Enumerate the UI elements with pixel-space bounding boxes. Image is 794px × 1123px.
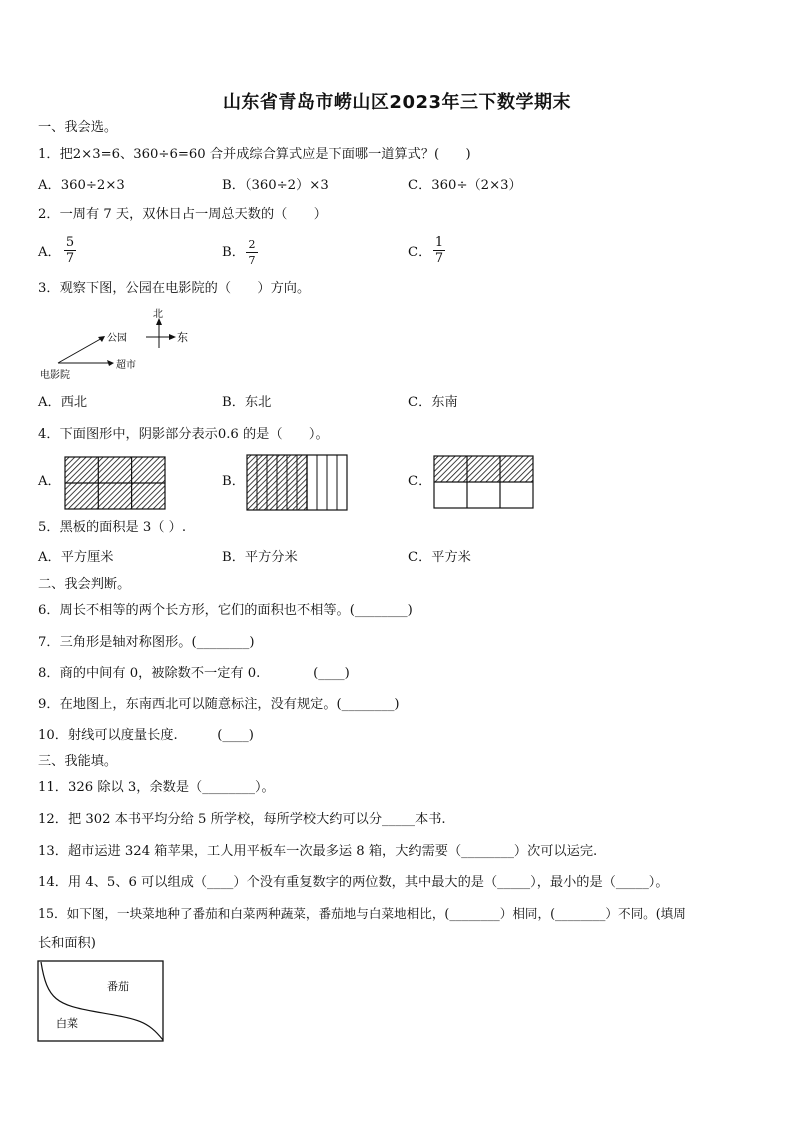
east-arrow-icon — [169, 334, 176, 340]
q5-option-b[interactable]: B．平方分米 — [222, 550, 298, 565]
question-14: 14．用 4、5、6 可以组成（____）个没有重复数字的两位数，其中最大的是（_____），最小的是（_____）。 — [38, 875, 669, 890]
tomato-label: 番茄 — [107, 980, 129, 993]
section-1-heading: 一、我会选。 — [38, 120, 118, 135]
section-3-heading: 三、我能填。 — [38, 754, 118, 769]
figure-c-shaded-area — [434, 456, 533, 482]
park-arrow-icon — [98, 336, 105, 342]
question-5: 5．黑板的面积是 3（ ）. — [38, 520, 187, 535]
q5-option-a[interactable]: A．平方厘米 — [38, 550, 114, 565]
q1-option-b[interactable]: B．（360÷2）×3 — [222, 178, 329, 193]
question-9: 9．在地图上，东南西北可以随意标注，没有规定。(________) — [38, 697, 400, 712]
question-15-line-1: 15．如下图，一块菜地种了番茄和白菜两种蔬菜，番茄地与白菜地相比，(________）相同，(________）不同。(填周 — [38, 906, 686, 921]
fraction-numerator: 1 — [434, 235, 444, 250]
east-label: 东 — [177, 331, 188, 344]
north-label: 北 — [153, 309, 163, 320]
q1-option-c[interactable]: C．360÷（2×3） — [408, 178, 522, 193]
cabbage-label: 白菜 — [56, 1017, 78, 1030]
q4-option-b-figure[interactable] — [246, 454, 350, 511]
question-4: 4．下面图形中，阴影部分表示0.6 的是（ ）。 — [38, 427, 329, 442]
market-label: 超市 — [116, 360, 136, 371]
q2-option-c-fraction[interactable] — [433, 235, 445, 266]
question-15-line-2: 长和面积) — [38, 936, 96, 951]
question-6: 6．周长不相等的两个长方形，它们的面积也不相等。(________) — [38, 603, 413, 618]
question-10: 10．射线可以度量长度. (____) — [38, 728, 254, 743]
q2-option-b-fraction[interactable] — [246, 237, 258, 268]
section-2-heading: 二、我会判断。 — [38, 577, 131, 592]
q2-option-a-label[interactable]: A． — [38, 245, 61, 260]
fraction-numerator: 2 — [246, 237, 258, 253]
q2-option-c-label[interactable]: C． — [408, 245, 432, 260]
q4-option-c-label[interactable]: C． — [408, 474, 432, 489]
cinema-label: 电影院 — [40, 370, 70, 381]
q2-option-b-label[interactable]: B． — [222, 245, 245, 260]
question-13: 13．超市运进 324 箱苹果，工人用平板车一次最多运 8 箱，大约需要（________）次可以运完. — [38, 844, 598, 859]
q5-option-c[interactable]: C．平方米 — [408, 550, 471, 565]
park-label: 公园 — [107, 333, 127, 344]
q3-option-b[interactable]: B．东北 — [222, 395, 272, 410]
question-8: 8．商的中间有 0，被除数不一定有 0. (____) — [38, 666, 350, 681]
q1-option-a[interactable]: A．360÷2×3 — [38, 178, 125, 193]
fraction-numerator: 5 — [65, 235, 75, 250]
fraction-denominator: 7 — [248, 254, 256, 267]
q3-option-a[interactable]: A．西北 — [38, 395, 88, 410]
fraction-denominator: 7 — [434, 251, 444, 266]
vegetable-plot-diagram — [37, 960, 165, 1043]
q4-option-b-label[interactable]: B． — [222, 474, 245, 489]
page-title: 山东省青岛市崂山区2023年三下数学期末 — [222, 92, 572, 113]
q2-option-a-fraction[interactable] — [64, 235, 76, 266]
q4-option-a-label[interactable]: A． — [38, 474, 61, 489]
q3-option-c[interactable]: C．东南 — [408, 395, 458, 410]
question-2: 2．一周有 7 天，双休日占一周总天数的（ ） — [38, 207, 327, 222]
fraction-denominator: 7 — [65, 251, 75, 266]
cinema-to-park-line — [58, 337, 104, 363]
market-arrow-icon — [107, 360, 114, 366]
question-11: 11．326 除以 3，余数是（________）。 — [38, 780, 275, 795]
question-1: 1．把2×3=6、360÷6=60 合并成综合算式应是下面哪一道算式？( ) — [38, 147, 471, 162]
question-7: 7．三角形是轴对称图形。(________) — [38, 635, 255, 650]
q4-option-a-figure[interactable] — [64, 456, 167, 511]
question-3: 3．观察下图，公园在电影院的（ ）方向。 — [38, 281, 311, 296]
q4-option-c-figure[interactable] — [433, 455, 535, 510]
question-12: 12．把 302 本书平均分给 5 所学校，每所学校大约可以分_____本书. — [38, 812, 446, 827]
direction-diagram — [36, 306, 196, 382]
